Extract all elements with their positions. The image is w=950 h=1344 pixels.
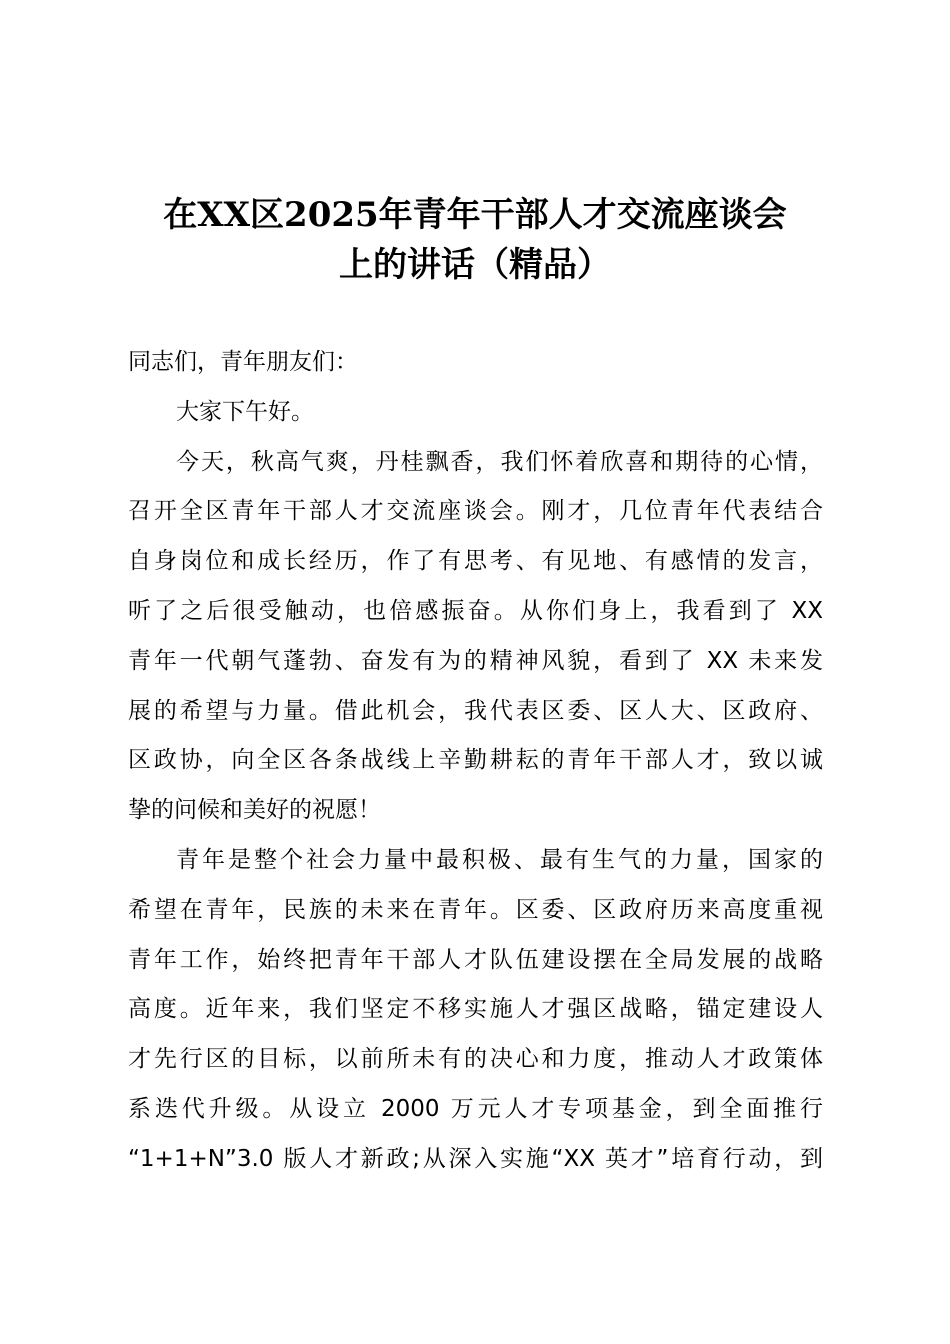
text-line: 挚的问候和美好的祝愿！ — [128, 797, 381, 824]
paragraph — [128, 836, 823, 1185]
text-line: 希望在青年，民族的未来在青年。区委、区政府历来高度重视 — [128, 896, 823, 923]
document-title-line-2: 上的讲话（精品） — [339, 245, 611, 285]
text-line: 区政协，向全区各条战线上辛勤耕耘的青年干部人才，致以诚 — [128, 747, 823, 774]
text-line: 青年工作，始终把青年干部人才队伍建设摆在全局发展的战略 — [128, 946, 823, 973]
text-line: 自身岗位和成长经历，作了有思考、有见地、有感情的发言， — [128, 548, 823, 575]
text-line: 才先行区的目标，以前所未有的决心和力度，推动人才政策体 — [128, 1046, 823, 1073]
text-line: 大家下午好。 — [176, 398, 314, 425]
text-line: 同志们，青年朋友们： — [128, 349, 358, 375]
paragraph — [128, 388, 823, 438]
text-line: 青年一代朝气蓬勃、奋发有为的精神风貌，看到了 XX 未来发 — [128, 647, 823, 674]
document-body — [128, 338, 823, 1185]
paragraph — [128, 338, 823, 388]
text-line: 展的希望与力量。借此机会，我代表区委、区人大、区政府、 — [128, 697, 823, 724]
text-line: “1+1+N”3.0 版人才新政;从深入实施“XX 英才”培育行动，到 — [128, 1145, 823, 1172]
text-line: 高度。近年来，我们坚定不移实施人才强区战略，锚定建设人 — [128, 996, 823, 1023]
document-title-line-1: 在XX区2025年青年干部人才交流座谈会 — [163, 195, 787, 235]
paragraph — [128, 438, 823, 836]
text-line: 今天，秋高气爽，丹桂飘香，我们怀着欣喜和期待的心情， — [176, 448, 823, 475]
text-line: 召开全区青年干部人才交流座谈会。刚才，几位青年代表结合 — [128, 498, 823, 525]
text-line: 系迭代升级。从设立 2000 万元人才专项基金，到全面推行 — [128, 1095, 823, 1122]
text-line: 青年是整个社会力量中最积极、最有生气的力量，国家的 — [176, 846, 823, 873]
text-line: 听了之后很受触动，也倍感振奋。从你们身上，我看到了 XX — [128, 597, 823, 624]
